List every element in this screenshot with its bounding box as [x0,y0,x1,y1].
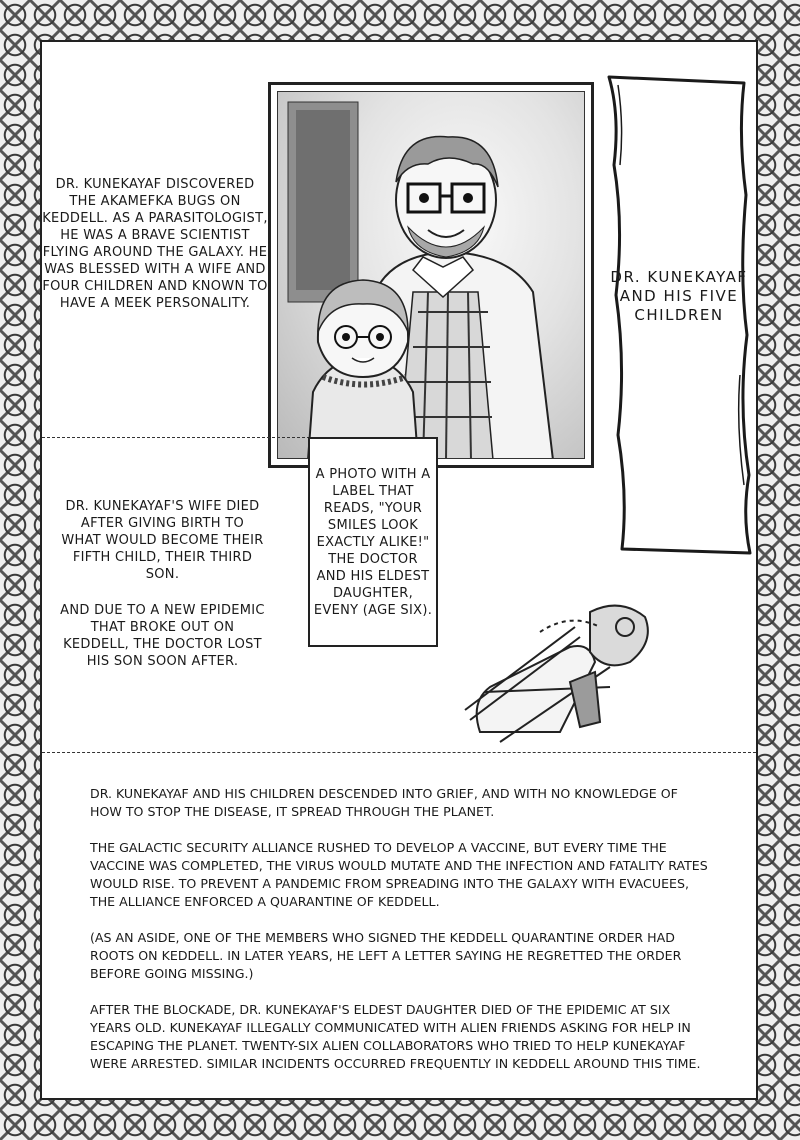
doctor-and-daughter-drawing [278,92,585,459]
divider-lower [42,752,756,753]
body-paragraph: (AS AN ASIDE, ONE OF THE MEMBERS WHO SIGNED THE KEDDELL QUARANTINE ORDER HAD ROOTS ON KEDDELL. IN LATER YEARS, HE LEFT A LETTER SAYING HE REGRETTED THE ORDER BEFORE GOING MISSING.) [90,930,682,981]
divider-upper [42,437,310,438]
photo-caption: A PHOTO WITH A LABEL THAT READS, "YOUR SMILES LOOK EXACTLY ALIKE!" THE DOCTOR AND HIS ELDEST DAUGHTER, EVENY (AGE SIX). [313,466,433,618]
photo-illustration [277,91,585,459]
wife-text-1: DR. KUNEKAYAF'S WIFE DIED AFTER GIVING BIRTH TO WHAT WOULD BECOME THEIR FIFTH CHILD, THEIR THIRD SON. [61,499,264,582]
wife-text-2: AND DUE TO A NEW EPIDEMIC THAT BROKE OUT ON KEDDELL, THE DOCTOR LOST HIS SON SOON AFTER. [60,603,265,669]
page-title: DR. KUNEKAYAF AND HIS FIVE CHILDREN [610,268,748,324]
body-paragraph: DR. KUNEKAYAF AND HIS CHILDREN DESCENDED INTO GRIEF, AND WITH NO KNOWLEDGE OF HOW TO STOP THE DISEASE, IT SPREAD THROUGH THE PLANET. [90,786,678,819]
photo-frame [268,82,594,468]
body-text [90,785,710,1091]
fallen-chair-illustration [440,592,700,747]
intro-text: DR. KUNEKAYAF DISCOVERED THE AKAMEFKA BUGS ON KEDDELL. AS A PARASITOLOGIST, HE WAS A BRAVE SCIENTIST FLYING AROUND THE GALAXY. HE WAS BLESSED WITH A WIFE AND FOUR CHILDREN AND KNOWN TO HAVE A MEEK PERSONALITY. [42,177,268,311]
body-paragraph: AFTER THE BLOCKADE, DR. KUNEKAYAF'S ELDEST DAUGHTER DIED OF THE EPIDEMIC AT SIX YEARS OLD. KUNEKAYAF ILLEGALLY COMMUNICATED WITH ALIEN FRIENDS ASKING FOR HELP IN ESCAPING THE PLANET. TWENTY-SIX ALIEN COLLABORATORS WHO TRIED TO HELP KUNEKAYAF WERE ARRESTED. SIMILAR INCIDENTS OCCURRED FREQUENTLY IN KEDDELL AROUND THIS TIME. [90,1002,701,1071]
photo-caption-box [308,437,438,647]
body-paragraph: THE GALACTIC SECURITY ALLIANCE RUSHED TO DEVELOP A VACCINE, BUT EVERY TIME THE VACCINE WAS COMPLETED, THE VIRUS WOULD MUTATE AND THE INFECTION AND FATALITY RATES WOULD RISE. TO PREVENT A PANDEMIC FROM SPREADING INTO THE GALAXY WITH EVACUEES, THE ALLIANCE ENFORCED A QUARANTINE OF KEDDELL. [90,840,708,909]
